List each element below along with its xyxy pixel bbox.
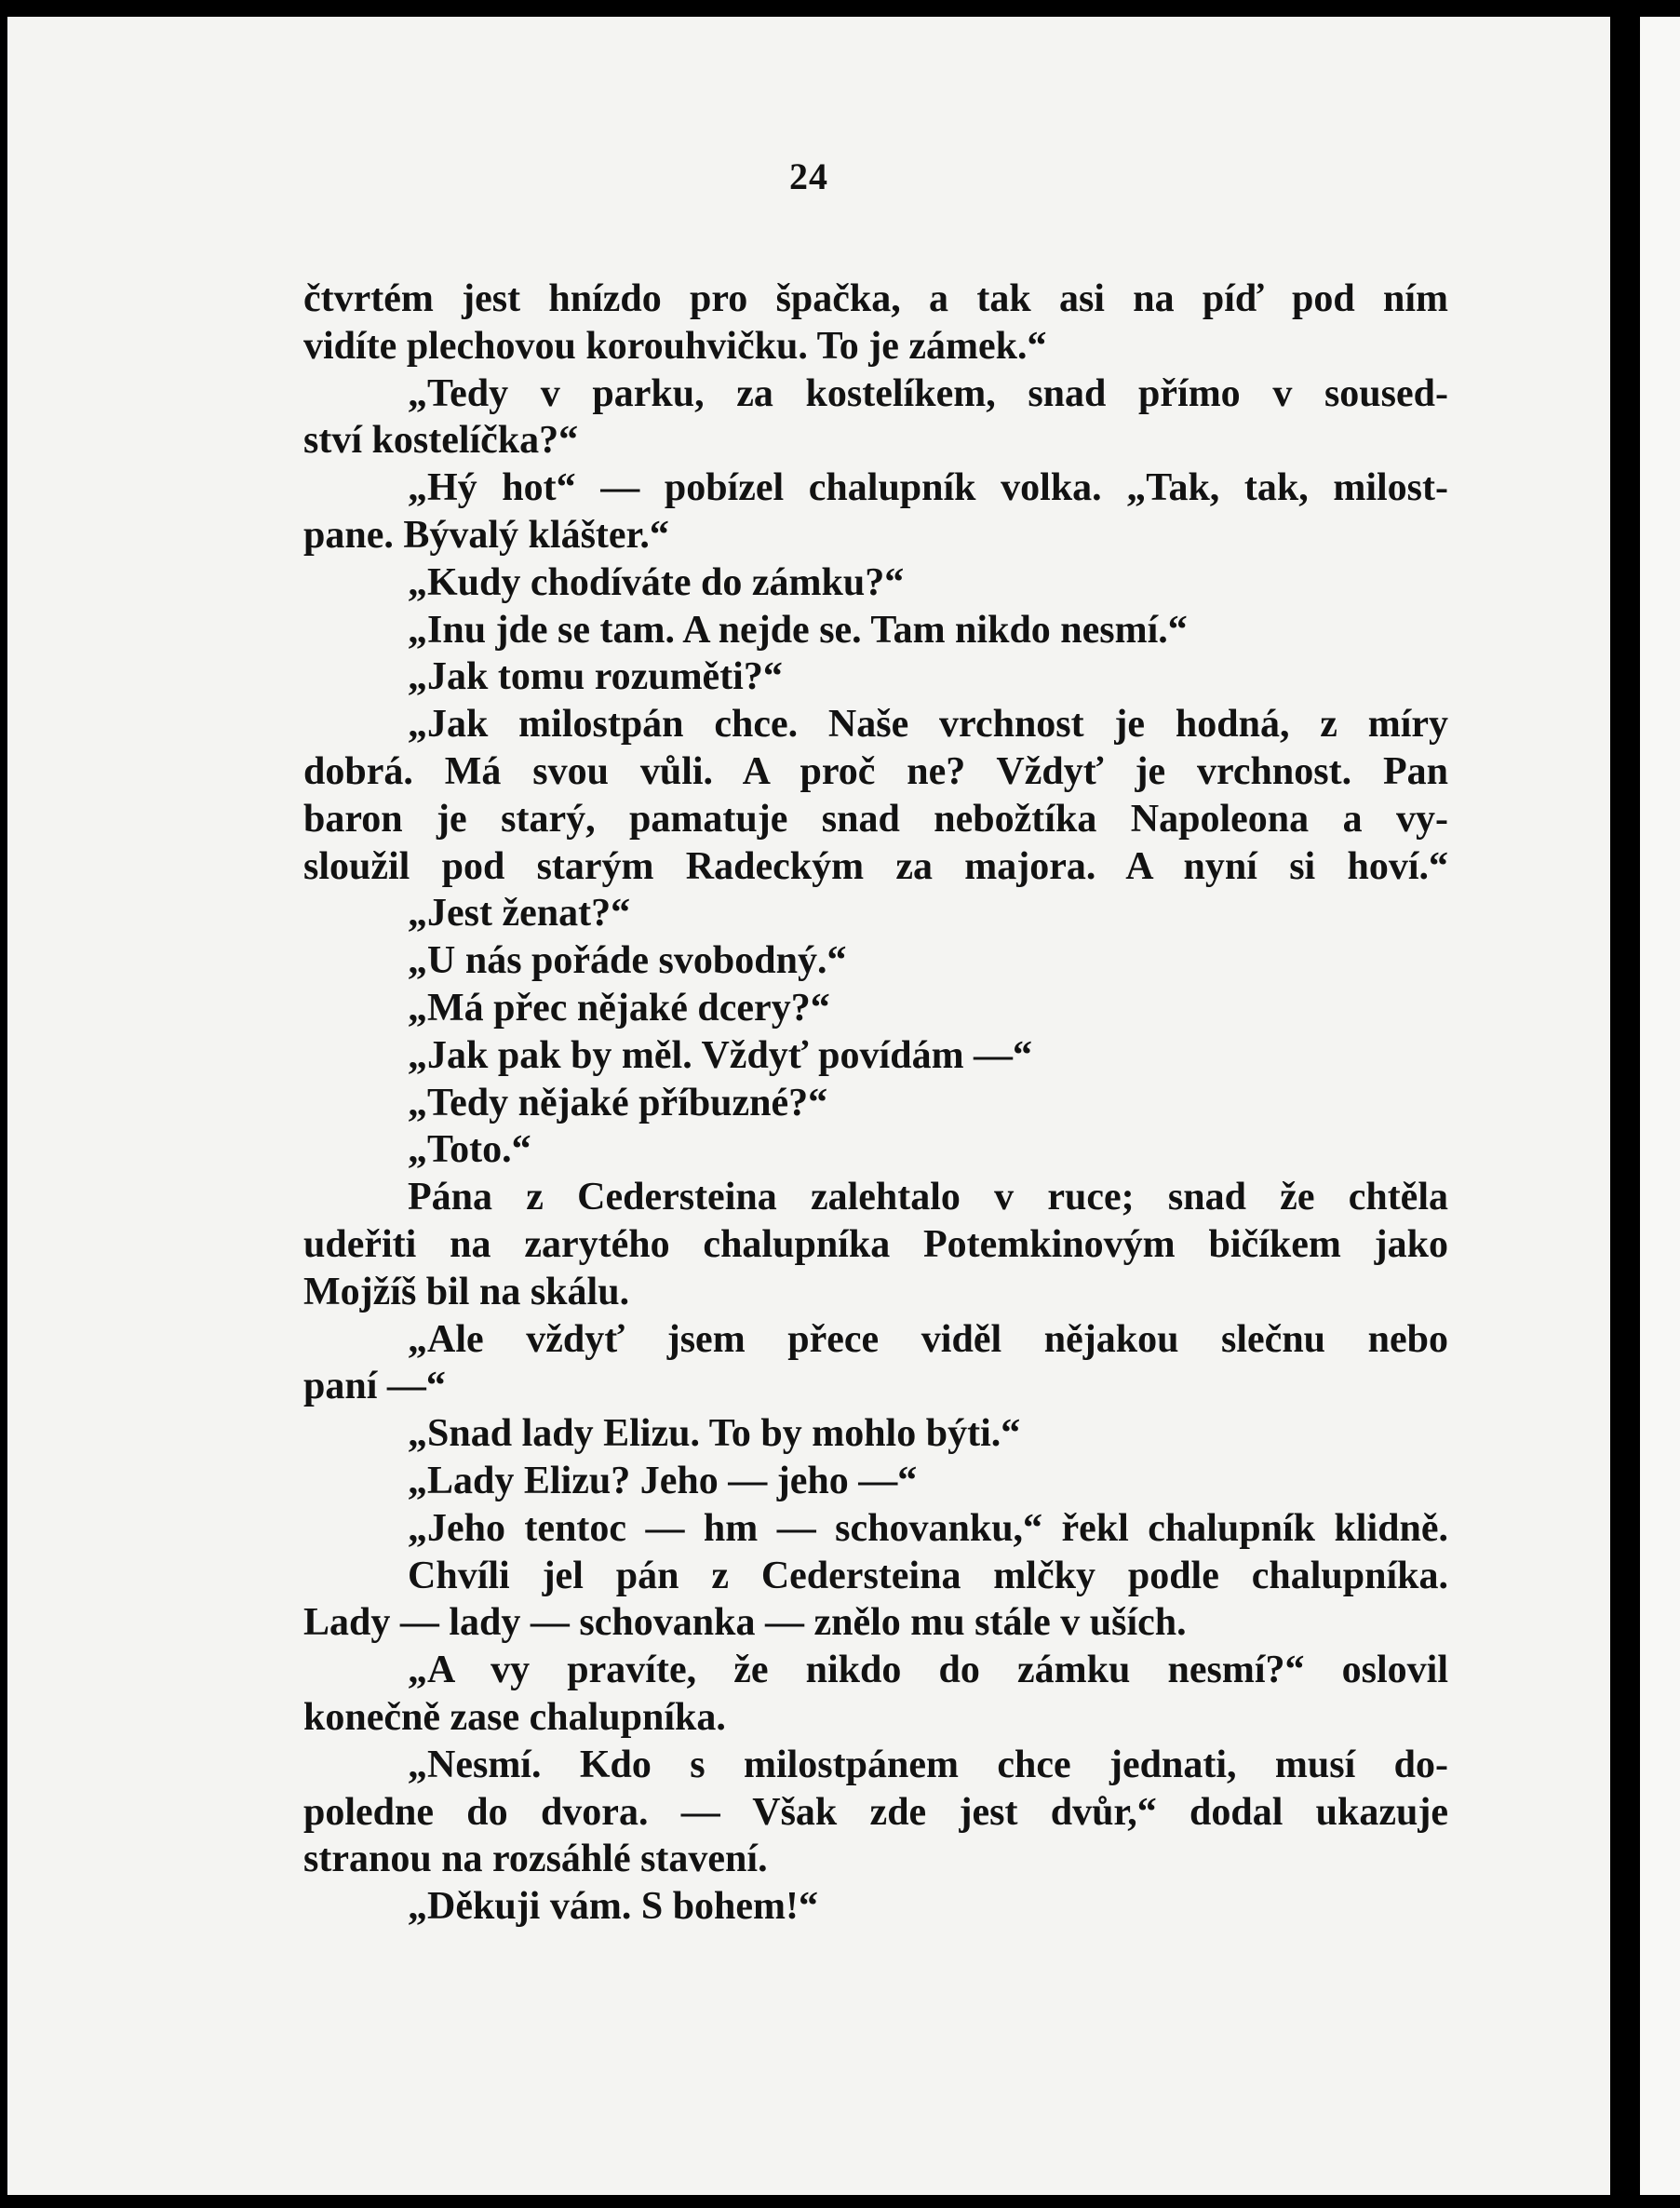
text-line: „Kudy chodíváte do zámku?“ xyxy=(408,560,905,604)
text-line: „A vy pravíte, že nikdo do zámku nesmí?“ oslovil xyxy=(408,1649,1448,1692)
text-line: Lady — lady — schovanka — znělo mu stále v uších. xyxy=(303,1601,1187,1645)
text-line: vidíte plechovou korouhvičku. To je zámek.“ xyxy=(303,324,1047,368)
text-line: „Jak pak by měl. Vždyť povídám —“ xyxy=(408,1033,1033,1077)
text-line: „Má přec nějaké dcery?“ xyxy=(408,986,830,1030)
text-line: „Snad lady Elizu. To by mohlo býti.“ xyxy=(408,1412,1021,1456)
text-line: Chvíli jel pán z Cedersteina mlčky podle chalupníka. xyxy=(408,1554,1448,1597)
text-line: baron je starý, pamatuje snad nebožtíka Napoleona a vy- xyxy=(303,797,1448,841)
body-text xyxy=(303,276,1448,1931)
text-line: „U nás pořáde svobodný.“ xyxy=(408,939,847,983)
text-line: konečně zase chalupníka. xyxy=(303,1695,726,1739)
text-line: čtvrtém jest hnízdo pro špačka, a tak asi na píď pod ním xyxy=(303,277,1448,320)
text-line: dobrá. Má svou vůli. A proč ne? Vždyť je vrchnost. Pan xyxy=(303,749,1448,793)
text-line: „Jak milostpán chce. Naše vrchnost je hodná, z míry xyxy=(408,703,1448,747)
text-line: „Tedy v parku, za kostelíkem, snad přímo v soused- xyxy=(408,371,1448,415)
text-line: udeřiti na zarytého chalupníka Potemkinovým bičíkem jako xyxy=(303,1222,1448,1266)
text-line: „Nesmí. Kdo s milostpánem chce jednati, musí do- xyxy=(408,1743,1448,1786)
text-line: „Tedy nějaké příbuzné?“ xyxy=(408,1081,828,1124)
text-line: „Toto.“ xyxy=(408,1128,531,1172)
book-page xyxy=(7,17,1610,2195)
text-line: „Ale vždyť jsem přece viděl nějakou slečnu nebo xyxy=(408,1317,1448,1361)
text-line: „Jeho tentoc — hm — schovanku,“ řekl chalupník klidně. xyxy=(408,1506,1448,1550)
text-line: „Inu jde se tam. A nejde se. Tam nikdo nesmí.“ xyxy=(408,608,1188,652)
text-line: sloužil pod starým Radeckým za majora. A nyní si hoví.“ xyxy=(303,844,1448,888)
text-line: „Jest ženat?“ xyxy=(408,892,631,936)
text-line: „Hý hot“ — pobízel chalupník volka. „Tak, tak, milost- xyxy=(408,466,1448,510)
text-line: poledne do dvora. — Však zde jest dvůr,“ dodal ukazuje xyxy=(303,1790,1448,1834)
text-line: Pána z Cedersteina zalehtalo v ruce; snad že chtěla xyxy=(408,1176,1448,1219)
text-line: pane. Bývalý klášter.“ xyxy=(303,513,669,557)
text-line: stranou na rozsáhlé stavení. xyxy=(303,1838,768,1881)
text-line: Mojžíš bil na skálu. xyxy=(303,1270,630,1313)
text-line: „Děkuji vám. S bohem!“ xyxy=(408,1885,819,1929)
text-line: ství kostelíčka?“ xyxy=(303,419,579,463)
text-line: „Jak tomu rozuměti?“ xyxy=(408,655,783,699)
facing-page-edge xyxy=(1640,17,1680,2195)
page-number: 24 xyxy=(789,155,828,197)
text-line: „Lady Elizu? Jeho — jeho —“ xyxy=(408,1459,918,1502)
text-line: paní —“ xyxy=(303,1365,446,1408)
